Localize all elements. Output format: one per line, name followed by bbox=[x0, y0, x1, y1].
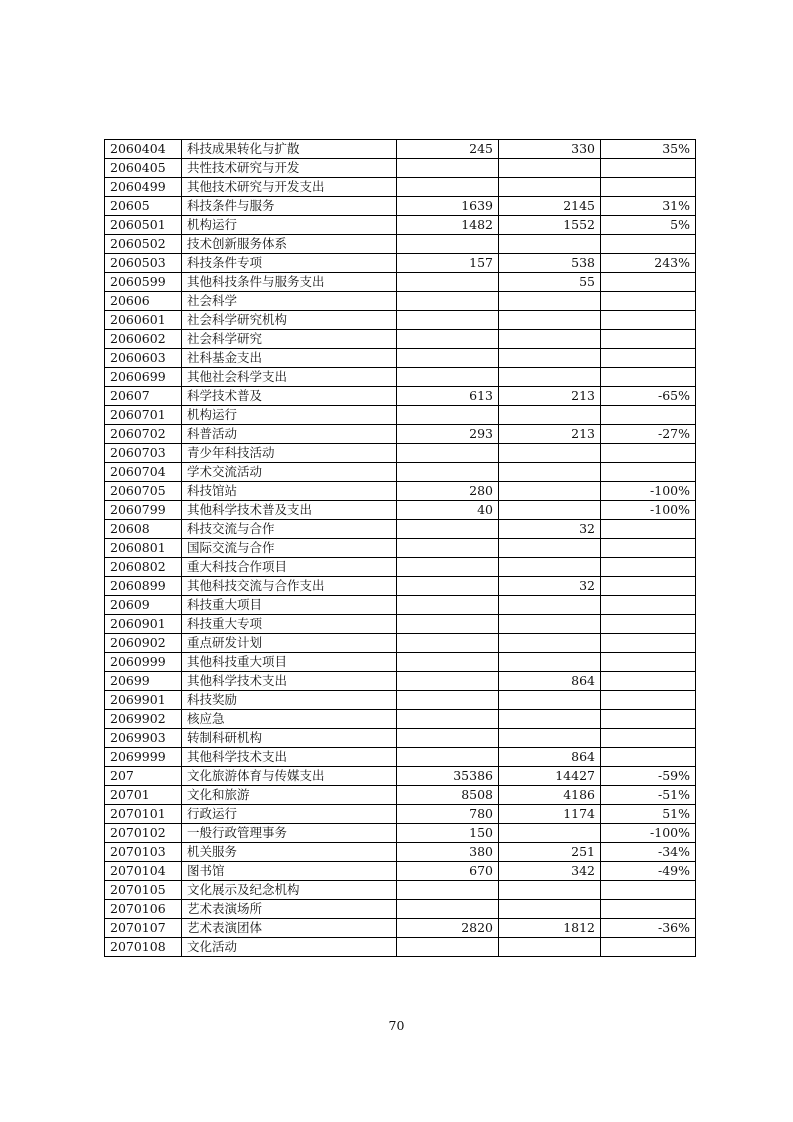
item-name-cell: 其他科学技术支出 bbox=[182, 748, 397, 767]
value-col2-cell bbox=[499, 558, 601, 577]
value-col2-cell: 1812 bbox=[499, 919, 601, 938]
item-code-cell: 2069903 bbox=[105, 729, 182, 748]
table-row bbox=[105, 767, 696, 786]
item-name-cell: 机关服务 bbox=[182, 843, 397, 862]
item-code-cell: 2060801 bbox=[105, 539, 182, 558]
item-code-cell: 20606 bbox=[105, 292, 182, 311]
change-percent-cell bbox=[601, 311, 696, 330]
item-name-cell: 转制科研机构 bbox=[182, 729, 397, 748]
item-name-cell: 社会科学 bbox=[182, 292, 397, 311]
value-col2-cell bbox=[499, 596, 601, 615]
value-col1-cell bbox=[397, 691, 499, 710]
value-col2-cell bbox=[499, 729, 601, 748]
value-col1-cell bbox=[397, 596, 499, 615]
value-col1-cell: 293 bbox=[397, 425, 499, 444]
item-name-cell: 科技重大项目 bbox=[182, 596, 397, 615]
value-col1-cell bbox=[397, 330, 499, 349]
value-col2-cell: 213 bbox=[499, 387, 601, 406]
value-col2-cell: 864 bbox=[499, 672, 601, 691]
change-percent-cell bbox=[601, 406, 696, 425]
item-code-cell: 2070104 bbox=[105, 862, 182, 881]
item-code-cell: 2060703 bbox=[105, 444, 182, 463]
value-col2-cell: 330 bbox=[499, 140, 601, 159]
item-code-cell: 2060501 bbox=[105, 216, 182, 235]
item-code-cell: 2060705 bbox=[105, 482, 182, 501]
value-col2-cell bbox=[499, 691, 601, 710]
table-row bbox=[105, 235, 696, 254]
change-percent-cell: 35% bbox=[601, 140, 696, 159]
value-col2-cell bbox=[499, 406, 601, 425]
item-name-cell: 青少年科技活动 bbox=[182, 444, 397, 463]
table-row bbox=[105, 729, 696, 748]
value-col2-cell bbox=[499, 501, 601, 520]
item-name-cell: 其他科学技术普及支出 bbox=[182, 501, 397, 520]
value-col1-cell: 2820 bbox=[397, 919, 499, 938]
item-name-cell: 其他社会科学支出 bbox=[182, 368, 397, 387]
item-code-cell: 20608 bbox=[105, 520, 182, 539]
table-row bbox=[105, 349, 696, 368]
item-code-cell: 20605 bbox=[105, 197, 182, 216]
table-row bbox=[105, 539, 696, 558]
value-col2-cell bbox=[499, 292, 601, 311]
value-col1-cell bbox=[397, 615, 499, 634]
value-col2-cell: 55 bbox=[499, 273, 601, 292]
value-col2-cell: 538 bbox=[499, 254, 601, 273]
value-col1-cell bbox=[397, 729, 499, 748]
item-code-cell: 2060702 bbox=[105, 425, 182, 444]
change-percent-cell: -100% bbox=[601, 824, 696, 843]
change-percent-cell bbox=[601, 444, 696, 463]
item-name-cell: 重点研发计划 bbox=[182, 634, 397, 653]
table-row bbox=[105, 653, 696, 672]
item-name-cell: 社科基金支出 bbox=[182, 349, 397, 368]
table-row bbox=[105, 824, 696, 843]
value-col1-cell: 150 bbox=[397, 824, 499, 843]
change-percent-cell bbox=[601, 596, 696, 615]
item-name-cell: 其他技术研究与开发支出 bbox=[182, 178, 397, 197]
change-percent-cell: 51% bbox=[601, 805, 696, 824]
value-col2-cell bbox=[499, 235, 601, 254]
item-name-cell: 艺术表演团体 bbox=[182, 919, 397, 938]
table-row bbox=[105, 938, 696, 957]
change-percent-cell bbox=[601, 653, 696, 672]
item-code-cell: 2060701 bbox=[105, 406, 182, 425]
value-col1-cell bbox=[397, 539, 499, 558]
table-row bbox=[105, 178, 696, 197]
value-col1-cell: 8508 bbox=[397, 786, 499, 805]
value-col2-cell bbox=[499, 710, 601, 729]
value-col1-cell: 780 bbox=[397, 805, 499, 824]
item-name-cell: 其他科学技术支出 bbox=[182, 672, 397, 691]
table-row bbox=[105, 577, 696, 596]
item-name-cell: 机构运行 bbox=[182, 216, 397, 235]
item-code-cell: 2060699 bbox=[105, 368, 182, 387]
item-name-cell: 重大科技合作项目 bbox=[182, 558, 397, 577]
value-col1-cell bbox=[397, 748, 499, 767]
table-row bbox=[105, 862, 696, 881]
table-row bbox=[105, 406, 696, 425]
change-percent-cell bbox=[601, 710, 696, 729]
change-percent-cell bbox=[601, 292, 696, 311]
value-col1-cell bbox=[397, 349, 499, 368]
item-name-cell: 科技条件专项 bbox=[182, 254, 397, 273]
value-col2-cell: 864 bbox=[499, 748, 601, 767]
value-col1-cell bbox=[397, 235, 499, 254]
value-col1-cell: 1639 bbox=[397, 197, 499, 216]
item-name-cell: 学术交流活动 bbox=[182, 463, 397, 482]
item-name-cell: 社会科学研究机构 bbox=[182, 311, 397, 330]
table-row bbox=[105, 786, 696, 805]
value-col1-cell bbox=[397, 273, 499, 292]
table-row bbox=[105, 330, 696, 349]
table-row bbox=[105, 463, 696, 482]
table-row bbox=[105, 254, 696, 273]
value-col2-cell bbox=[499, 444, 601, 463]
value-col1-cell bbox=[397, 178, 499, 197]
item-name-cell: 一般行政管理事务 bbox=[182, 824, 397, 843]
value-col1-cell bbox=[397, 368, 499, 387]
table-row bbox=[105, 216, 696, 235]
value-col1-cell bbox=[397, 672, 499, 691]
change-percent-cell: -100% bbox=[601, 482, 696, 501]
table-row bbox=[105, 558, 696, 577]
change-percent-cell bbox=[601, 159, 696, 178]
item-name-cell: 机构运行 bbox=[182, 406, 397, 425]
value-col2-cell bbox=[499, 900, 601, 919]
change-percent-cell bbox=[601, 520, 696, 539]
item-code-cell: 2069902 bbox=[105, 710, 182, 729]
value-col1-cell bbox=[397, 577, 499, 596]
item-code-cell: 20699 bbox=[105, 672, 182, 691]
table-row bbox=[105, 387, 696, 406]
change-percent-cell bbox=[601, 691, 696, 710]
item-name-cell: 其他科技重大项目 bbox=[182, 653, 397, 672]
item-code-cell: 2060901 bbox=[105, 615, 182, 634]
value-col2-cell: 251 bbox=[499, 843, 601, 862]
item-code-cell: 207 bbox=[105, 767, 182, 786]
change-percent-cell bbox=[601, 558, 696, 577]
item-code-cell: 2060599 bbox=[105, 273, 182, 292]
item-code-cell: 2060802 bbox=[105, 558, 182, 577]
change-percent-cell bbox=[601, 368, 696, 387]
table-row bbox=[105, 159, 696, 178]
item-code-cell: 2070101 bbox=[105, 805, 182, 824]
value-col1-cell bbox=[397, 881, 499, 900]
value-col2-cell bbox=[499, 368, 601, 387]
value-col1-cell: 35386 bbox=[397, 767, 499, 786]
value-col2-cell: 32 bbox=[499, 520, 601, 539]
change-percent-cell: -51% bbox=[601, 786, 696, 805]
change-percent-cell: 31% bbox=[601, 197, 696, 216]
change-percent-cell bbox=[601, 235, 696, 254]
item-name-cell: 文化旅游体育与传媒支出 bbox=[182, 767, 397, 786]
item-code-cell: 20609 bbox=[105, 596, 182, 615]
item-code-cell: 2060502 bbox=[105, 235, 182, 254]
item-name-cell: 科技条件与服务 bbox=[182, 197, 397, 216]
page-number: 70 bbox=[388, 1018, 405, 1033]
value-col1-cell: 245 bbox=[397, 140, 499, 159]
change-percent-cell bbox=[601, 900, 696, 919]
value-col2-cell: 1174 bbox=[499, 805, 601, 824]
budget-table bbox=[104, 139, 696, 957]
item-code-cell: 2060899 bbox=[105, 577, 182, 596]
budget-table-body bbox=[105, 140, 696, 957]
value-col2-cell bbox=[499, 824, 601, 843]
item-code-cell: 2060602 bbox=[105, 330, 182, 349]
table-row bbox=[105, 596, 696, 615]
value-col1-cell bbox=[397, 463, 499, 482]
table-row bbox=[105, 368, 696, 387]
value-col1-cell bbox=[397, 159, 499, 178]
value-col1-cell bbox=[397, 653, 499, 672]
value-col2-cell bbox=[499, 463, 601, 482]
table-row bbox=[105, 292, 696, 311]
item-code-cell: 2060799 bbox=[105, 501, 182, 520]
change-percent-cell: -59% bbox=[601, 767, 696, 786]
item-code-cell: 2060404 bbox=[105, 140, 182, 159]
table-row bbox=[105, 634, 696, 653]
item-code-cell: 2060999 bbox=[105, 653, 182, 672]
item-name-cell: 科技交流与合作 bbox=[182, 520, 397, 539]
item-code-cell: 2060902 bbox=[105, 634, 182, 653]
table-row bbox=[105, 710, 696, 729]
value-col1-cell bbox=[397, 900, 499, 919]
value-col2-cell bbox=[499, 653, 601, 672]
change-percent-cell: -65% bbox=[601, 387, 696, 406]
value-col2-cell bbox=[499, 881, 601, 900]
value-col2-cell: 1552 bbox=[499, 216, 601, 235]
item-name-cell: 文化和旅游 bbox=[182, 786, 397, 805]
change-percent-cell bbox=[601, 273, 696, 292]
table-row bbox=[105, 444, 696, 463]
value-col2-cell bbox=[499, 482, 601, 501]
item-code-cell: 2070106 bbox=[105, 900, 182, 919]
item-code-cell: 2070103 bbox=[105, 843, 182, 862]
item-code-cell: 2070107 bbox=[105, 919, 182, 938]
table-row bbox=[105, 311, 696, 330]
item-name-cell: 科普活动 bbox=[182, 425, 397, 444]
item-code-cell: 2060601 bbox=[105, 311, 182, 330]
value-col1-cell: 157 bbox=[397, 254, 499, 273]
table-row bbox=[105, 482, 696, 501]
item-code-cell: 2069901 bbox=[105, 691, 182, 710]
value-col1-cell bbox=[397, 520, 499, 539]
value-col1-cell bbox=[397, 558, 499, 577]
value-col2-cell bbox=[499, 159, 601, 178]
item-code-cell: 20701 bbox=[105, 786, 182, 805]
item-name-cell: 技术创新服务体系 bbox=[182, 235, 397, 254]
value-col2-cell bbox=[499, 539, 601, 558]
item-code-cell: 2060499 bbox=[105, 178, 182, 197]
item-code-cell: 2060503 bbox=[105, 254, 182, 273]
change-percent-cell: -100% bbox=[601, 501, 696, 520]
item-code-cell: 20607 bbox=[105, 387, 182, 406]
value-col1-cell: 613 bbox=[397, 387, 499, 406]
value-col1-cell: 280 bbox=[397, 482, 499, 501]
value-col1-cell bbox=[397, 292, 499, 311]
value-col2-cell bbox=[499, 634, 601, 653]
value-col2-cell bbox=[499, 349, 601, 368]
change-percent-cell bbox=[601, 330, 696, 349]
table-row bbox=[105, 197, 696, 216]
item-code-cell: 2070108 bbox=[105, 938, 182, 957]
item-code-cell: 2060603 bbox=[105, 349, 182, 368]
value-col1-cell bbox=[397, 311, 499, 330]
table-row bbox=[105, 805, 696, 824]
value-col2-cell: 14427 bbox=[499, 767, 601, 786]
change-percent-cell bbox=[601, 938, 696, 957]
change-percent-cell: 5% bbox=[601, 216, 696, 235]
item-name-cell: 科技重大专项 bbox=[182, 615, 397, 634]
value-col2-cell: 213 bbox=[499, 425, 601, 444]
change-percent-cell: 243% bbox=[601, 254, 696, 273]
table-row bbox=[105, 843, 696, 862]
table-row bbox=[105, 672, 696, 691]
change-percent-cell bbox=[601, 672, 696, 691]
table-row bbox=[105, 140, 696, 159]
change-percent-cell bbox=[601, 577, 696, 596]
value-col2-cell: 342 bbox=[499, 862, 601, 881]
change-percent-cell: -49% bbox=[601, 862, 696, 881]
value-col1-cell: 1482 bbox=[397, 216, 499, 235]
item-name-cell: 行政运行 bbox=[182, 805, 397, 824]
value-col2-cell: 4186 bbox=[499, 786, 601, 805]
item-name-cell: 其他科技条件与服务支出 bbox=[182, 273, 397, 292]
item-name-cell: 社会科学研究 bbox=[182, 330, 397, 349]
item-code-cell: 2070102 bbox=[105, 824, 182, 843]
item-code-cell: 2070105 bbox=[105, 881, 182, 900]
item-name-cell: 科技馆站 bbox=[182, 482, 397, 501]
item-code-cell: 2060704 bbox=[105, 463, 182, 482]
item-code-cell: 2060405 bbox=[105, 159, 182, 178]
value-col1-cell bbox=[397, 444, 499, 463]
table-row bbox=[105, 691, 696, 710]
value-col2-cell bbox=[499, 178, 601, 197]
change-percent-cell bbox=[601, 634, 696, 653]
table-row bbox=[105, 748, 696, 767]
value-col1-cell bbox=[397, 710, 499, 729]
table-row bbox=[105, 900, 696, 919]
table-row bbox=[105, 501, 696, 520]
item-name-cell: 共性技术研究与开发 bbox=[182, 159, 397, 178]
value-col1-cell: 40 bbox=[397, 501, 499, 520]
table-row bbox=[105, 273, 696, 292]
item-name-cell: 图书馆 bbox=[182, 862, 397, 881]
item-name-cell: 科技奖励 bbox=[182, 691, 397, 710]
item-name-cell: 其他科技交流与合作支出 bbox=[182, 577, 397, 596]
item-code-cell: 2069999 bbox=[105, 748, 182, 767]
item-name-cell: 国际交流与合作 bbox=[182, 539, 397, 558]
change-percent-cell bbox=[601, 615, 696, 634]
change-percent-cell: -34% bbox=[601, 843, 696, 862]
change-percent-cell: -36% bbox=[601, 919, 696, 938]
value-col2-cell bbox=[499, 938, 601, 957]
value-col1-cell: 380 bbox=[397, 843, 499, 862]
value-col2-cell bbox=[499, 615, 601, 634]
value-col1-cell: 670 bbox=[397, 862, 499, 881]
table-row bbox=[105, 425, 696, 444]
table-row bbox=[105, 881, 696, 900]
item-name-cell: 文化活动 bbox=[182, 938, 397, 957]
value-col2-cell: 32 bbox=[499, 577, 601, 596]
change-percent-cell bbox=[601, 539, 696, 558]
change-percent-cell bbox=[601, 748, 696, 767]
table-row bbox=[105, 615, 696, 634]
item-name-cell: 科技成果转化与扩散 bbox=[182, 140, 397, 159]
change-percent-cell bbox=[601, 463, 696, 482]
value-col2-cell bbox=[499, 330, 601, 349]
value-col1-cell bbox=[397, 938, 499, 957]
change-percent-cell bbox=[601, 349, 696, 368]
change-percent-cell bbox=[601, 178, 696, 197]
value-col1-cell bbox=[397, 634, 499, 653]
item-name-cell: 核应急 bbox=[182, 710, 397, 729]
item-name-cell: 文化展示及纪念机构 bbox=[182, 881, 397, 900]
table-row bbox=[105, 520, 696, 539]
item-name-cell: 艺术表演场所 bbox=[182, 900, 397, 919]
value-col2-cell: 2145 bbox=[499, 197, 601, 216]
item-name-cell: 科学技术普及 bbox=[182, 387, 397, 406]
change-percent-cell: -27% bbox=[601, 425, 696, 444]
change-percent-cell bbox=[601, 881, 696, 900]
value-col2-cell bbox=[499, 311, 601, 330]
change-percent-cell bbox=[601, 729, 696, 748]
value-col1-cell bbox=[397, 406, 499, 425]
table-row bbox=[105, 919, 696, 938]
